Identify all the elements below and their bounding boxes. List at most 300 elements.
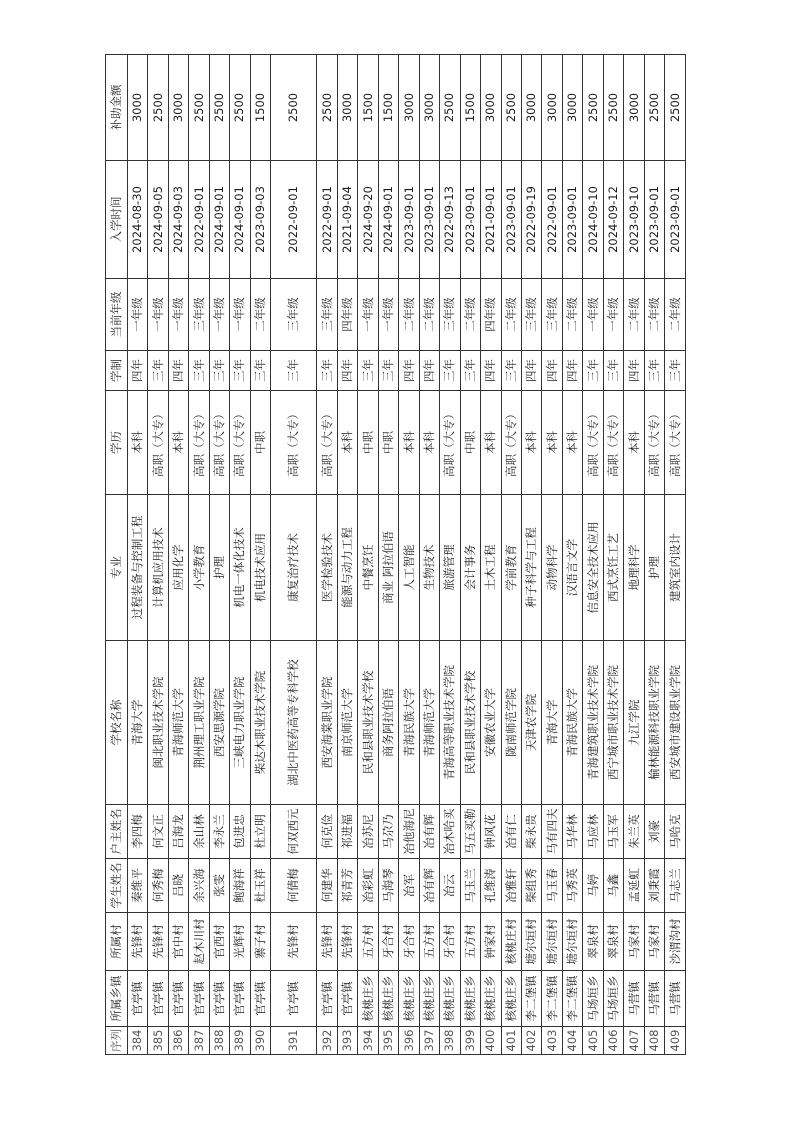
cell-township: 官亭镇 [209,971,229,1027]
cell-major: 西式烹饪工艺 [603,495,623,641]
cell-township: 核桃庄乡 [481,971,501,1027]
cell-student-name: 马玉兰 [460,859,480,913]
cell-subsidy-amount: 2500 [501,55,521,161]
table-row [460,55,480,1055]
cell-village: 塘尔垣村 [542,913,562,971]
cell-village: 牙合村 [399,913,419,971]
cell-major: 护理 [209,495,229,641]
subsidy-table [105,54,686,1055]
header-seq: 序列 [106,1027,128,1055]
cell-major: 计算机应用技术 [148,495,168,641]
cell-school-name: 湖北中医药高等专科学校 [271,641,317,805]
table-row [665,55,686,1055]
cell-enroll-date: 2024-08-30 [128,161,148,279]
header-duration: 学制 [106,351,128,391]
header-head-name: 户主姓名 [106,805,128,859]
header-grade: 当前年级 [106,279,128,351]
table-row [378,55,398,1055]
cell-school-name: 闽北职业技术学院 [148,641,168,805]
cell-duration: 三年 [665,351,686,391]
cell-township: 官亭镇 [230,971,250,1027]
cell-head-name: 马玉军 [603,805,623,859]
cell-township: 核桃庄乡 [460,971,480,1027]
cell-village: 塘尔垣村 [522,913,542,971]
cell-subsidy-amount: 3000 [542,55,562,161]
cell-duration: 四年 [419,351,439,391]
cell-subsidy-amount: 3000 [522,55,542,161]
cell-duration: 三年 [271,351,317,391]
cell-school-name: 九江学院 [624,641,644,805]
cell-student-name: 马秀英 [562,859,582,913]
cell-school-name: 西安城市建设职业学院 [665,641,686,805]
cell-education: 高职（大专） [583,391,603,495]
cell-seq: 387 [189,1027,209,1055]
cell-school-name: 柴达木职业技术学院 [250,641,270,805]
cell-school-name: 青海民族大学 [399,641,419,805]
cell-enroll-date: 2022-09-01 [189,161,209,279]
cell-subsidy-amount: 2500 [189,55,209,161]
cell-school-name: 西安思源学院 [209,641,229,805]
cell-village: 马家村 [624,913,644,971]
cell-major: 汉语言文学 [562,495,582,641]
cell-grade: 一年级 [230,279,250,351]
cell-education: 中职 [250,391,270,495]
cell-head-name: 马应林 [583,805,603,859]
table-row [209,55,229,1055]
cell-grade: 二年级 [624,279,644,351]
header-student-name: 学生姓名 [106,859,128,913]
table-row [317,55,337,1055]
cell-major: 建筑室内设计 [665,495,686,641]
cell-school-name: 青海民族大学 [562,641,582,805]
cell-subsidy-amount: 2500 [148,55,168,161]
cell-school-name: 青海大学 [542,641,562,805]
cell-head-name: 李四梅 [128,805,148,859]
cell-school-name: 青海师范大学 [168,641,188,805]
cell-education: 高职（大专） [440,391,460,495]
cell-duration: 三年 [603,351,623,391]
table-row [419,55,439,1055]
cell-seq: 390 [250,1027,270,1055]
cell-enroll-date: 2023-09-03 [250,161,270,279]
cell-duration: 三年 [440,351,460,391]
cell-enroll-date: 2021-09-01 [481,161,501,279]
cell-student-name: 何建华 [317,859,337,913]
cell-subsidy-amount: 3000 [481,55,501,161]
table-row [358,55,378,1055]
cell-major: 医学检验技术 [317,495,337,641]
cell-subsidy-amount: 2500 [209,55,229,161]
cell-head-name: 何克俭 [317,805,337,859]
cell-head-name: 冶苏尼 [358,805,378,859]
cell-grade: 四年级 [481,279,501,351]
cell-enroll-date: 2023-09-01 [562,161,582,279]
cell-enroll-date: 2024-09-03 [168,161,188,279]
cell-seq: 399 [460,1027,480,1055]
cell-major: 学前教育 [501,495,521,641]
table-row [230,55,250,1055]
cell-enroll-date: 2021-09-04 [337,161,357,279]
cell-subsidy-amount: 3000 [337,55,357,161]
cell-grade: 二年级 [501,279,521,351]
cell-village: 翠泉村 [583,913,603,971]
cell-major: 旅游管理 [440,495,460,641]
cell-township: 核桃庄乡 [399,971,419,1027]
cell-student-name: 马婷 [583,859,603,913]
cell-student-name: 杜玉祥 [250,859,270,913]
cell-village: 寨子村 [250,913,270,971]
cell-grade: 二年级 [460,279,480,351]
cell-seq: 408 [644,1027,664,1055]
cell-subsidy-amount: 3000 [399,55,419,161]
cell-seq: 401 [501,1027,521,1055]
cell-grade: 一年级 [128,279,148,351]
cell-duration: 四年 [481,351,501,391]
cell-head-name: 包进忠 [230,805,250,859]
header-enroll-date: 入学时间 [106,161,128,279]
table-row [189,55,209,1055]
cell-education: 本科 [481,391,501,495]
cell-grade: 三年级 [522,279,542,351]
table-row [542,55,562,1055]
cell-enroll-date: 2024-09-10 [583,161,603,279]
cell-school-name: 西安海棠职业学院 [317,641,337,805]
cell-head-name: 冶有仁 [501,805,521,859]
cell-grade: 三年级 [542,279,562,351]
cell-township: 官亭镇 [148,971,168,1027]
cell-student-name: 何倩梅 [271,859,317,913]
cell-major: 土木工程 [481,495,501,641]
cell-seq: 404 [562,1027,582,1055]
cell-education: 高职（大专） [317,391,337,495]
cell-village: 先锋村 [317,913,337,971]
cell-head-name: 吕海龙 [168,805,188,859]
cell-major: 会计事务 [460,495,480,641]
cell-township: 官亭镇 [250,971,270,1027]
cell-subsidy-amount: 3000 [624,55,644,161]
cell-student-name: 冶云 [440,859,460,913]
cell-seq: 400 [481,1027,501,1055]
cell-enroll-date: 2022-09-01 [317,161,337,279]
cell-student-name: 张雯 [209,859,229,913]
cell-education: 高职（大专） [665,391,686,495]
cell-major: 小学教育 [189,495,209,641]
table-row [148,55,168,1055]
table-row [168,55,188,1055]
cell-head-name: 马华林 [562,805,582,859]
cell-village: 五方村 [419,913,439,971]
table-row [128,55,148,1055]
cell-student-name: 马志兰 [665,859,686,913]
cell-school-name: 青海高等职业技术学院 [440,641,460,805]
cell-enroll-date: 2022-09-19 [522,161,542,279]
cell-head-name: 何双西元 [271,805,317,859]
cell-village: 马家村 [644,913,664,971]
cell-grade: 一年级 [168,279,188,351]
cell-subsidy-amount: 2500 [644,55,664,161]
cell-seq: 391 [271,1027,317,1055]
cell-village: 牙合村 [440,913,460,971]
cell-subsidy-amount: 1500 [358,55,378,161]
cell-school-name: 民和县职业技术学校 [460,641,480,805]
cell-enroll-date: 2024-09-01 [378,161,398,279]
cell-township: 马营镇 [624,971,644,1027]
cell-seq: 393 [337,1027,357,1055]
table-row [440,55,460,1055]
cell-major: 护理 [644,495,664,641]
cell-school-name: 西宁城市职业技术学院 [603,641,623,805]
table-row [481,55,501,1055]
cell-seq: 389 [230,1027,250,1055]
cell-enroll-date: 2022-09-01 [542,161,562,279]
cell-head-name: 马有四夫 [542,805,562,859]
cell-education: 高职（大专） [230,391,250,495]
cell-student-name: 马玉春 [542,859,562,913]
cell-village: 先锋村 [128,913,148,971]
cell-subsidy-amount: 2500 [230,55,250,161]
cell-enroll-date: 2023-09-01 [399,161,419,279]
cell-township: 核桃庄乡 [378,971,398,1027]
cell-enroll-date: 2024-09-05 [148,161,168,279]
cell-education: 本科 [624,391,644,495]
cell-duration: 三年 [148,351,168,391]
cell-student-name: 马鑫 [603,859,623,913]
cell-grade: 二年级 [419,279,439,351]
cell-major: 商业 阿拉伯语 [378,495,398,641]
cell-student-name: 冶军 [399,859,419,913]
cell-grade: 一年级 [583,279,603,351]
cell-township: 李二堡镇 [562,971,582,1027]
cell-grade: 二年级 [562,279,582,351]
cell-duration: 三年 [358,351,378,391]
cell-major: 机电技术应用 [250,495,270,641]
cell-school-name: 商务阿拉伯语 [378,641,398,805]
cell-student-name: 祁青芳 [337,859,357,913]
cell-duration: 四年 [399,351,419,391]
cell-subsidy-amount: 3000 [562,55,582,161]
cell-duration: 三年 [250,351,270,391]
cell-township: 马场垣乡 [583,971,603,1027]
cell-head-name: 马哈克 [665,805,686,859]
cell-grade: 三年级 [440,279,460,351]
cell-head-name: 李永兰 [209,805,229,859]
cell-grade: 三年级 [271,279,317,351]
cell-seq: 407 [624,1027,644,1055]
table-row [501,55,521,1055]
cell-village: 核桃庄村 [501,913,521,971]
cell-village: 五方村 [358,913,378,971]
cell-subsidy-amount: 2500 [583,55,603,161]
cell-seq: 406 [603,1027,623,1055]
cell-duration: 四年 [624,351,644,391]
table-row [644,55,664,1055]
cell-village: 翠泉村 [603,913,623,971]
cell-student-name: 孔维涛 [481,859,501,913]
cell-major: 中餐烹饪 [358,495,378,641]
cell-school-name: 榆林能源科技职业学院 [644,641,664,805]
cell-duration: 三年 [460,351,480,391]
cell-education: 中职 [460,391,480,495]
cell-township: 核桃庄乡 [501,971,521,1027]
cell-student-name: 刘秉霞 [644,859,664,913]
cell-head-name: 余山林 [189,805,209,859]
cell-village: 先锋村 [148,913,168,971]
cell-seq: 402 [522,1027,542,1055]
cell-township: 官亭镇 [189,971,209,1027]
cell-head-name: 祁进福 [337,805,357,859]
cell-village: 牙合村 [378,913,398,971]
cell-township: 核桃庄乡 [419,971,439,1027]
cell-enroll-date: 2024-09-20 [358,161,378,279]
header-township: 所属乡镇 [106,971,128,1027]
cell-duration: 四年 [522,351,542,391]
cell-enroll-date: 2023-09-01 [501,161,521,279]
cell-village: 官西村 [209,913,229,971]
cell-grade: 一年级 [358,279,378,351]
cell-school-name: 青海师范大学 [419,641,439,805]
table-row [562,55,582,1055]
cell-township: 官亭镇 [128,971,148,1027]
table-row [624,55,644,1055]
cell-village: 沙渭沟村 [665,913,686,971]
cell-school-name: 青海建筑职业技术学院 [583,641,603,805]
cell-enroll-date: 2023-09-01 [460,161,480,279]
cell-township: 李二堡镇 [522,971,542,1027]
cell-enroll-date: 2022-09-01 [271,161,317,279]
table-header-row [106,55,128,1055]
cell-subsidy-amount: 3000 [168,55,188,161]
header-school-name: 学校名称 [106,641,128,805]
cell-subsidy-amount: 2500 [603,55,623,161]
cell-major: 种子科学与工程 [522,495,542,641]
cell-duration: 四年 [128,351,148,391]
cell-enroll-date: 2023-09-01 [419,161,439,279]
cell-school-name: 三峡电力职业学院 [230,641,250,805]
cell-village: 塘尔垣村 [562,913,582,971]
cell-education: 高职（大专） [209,391,229,495]
cell-duration: 三年 [209,351,229,391]
cell-subsidy-amount: 1500 [460,55,480,161]
cell-township: 马营镇 [644,971,664,1027]
cell-subsidy-amount: 2500 [271,55,317,161]
header-subsidy-amount: 补助金额 [106,55,128,161]
cell-education: 本科 [419,391,439,495]
cell-township: 马场垣乡 [603,971,623,1027]
cell-seq: 395 [378,1027,398,1055]
cell-head-name: 冶木哈买 [440,805,460,859]
cell-seq: 409 [665,1027,686,1055]
cell-subsidy-amount: 2500 [665,55,686,161]
cell-seq: 394 [358,1027,378,1055]
cell-grade: 一年级 [148,279,168,351]
table-row [337,55,357,1055]
cell-enroll-date: 2024-09-12 [603,161,623,279]
cell-education: 本科 [168,391,188,495]
cell-education: 本科 [562,391,582,495]
cell-township: 核桃庄乡 [358,971,378,1027]
cell-duration: 四年 [542,351,562,391]
cell-duration: 四年 [337,351,357,391]
cell-township: 核桃庄乡 [440,971,460,1027]
cell-education: 本科 [337,391,357,495]
cell-student-name: 鲍海祥 [230,859,250,913]
cell-enroll-date: 2023-09-10 [624,161,644,279]
cell-school-name: 青海大学 [128,641,148,805]
cell-major: 能源与动力工程 [337,495,357,641]
cell-duration: 三年 [644,351,664,391]
rotated-page [105,55,686,1055]
cell-major: 过程装备与控制工程 [128,495,148,641]
cell-student-name: 冶彩虹 [358,859,378,913]
cell-school-name: 南京师范大学 [337,641,357,805]
cell-township: 马营镇 [665,971,686,1027]
header-major: 专业 [106,495,128,641]
cell-subsidy-amount: 3000 [128,55,148,161]
cell-township: 官亭镇 [317,971,337,1027]
cell-seq: 384 [128,1027,148,1055]
cell-subsidy-amount: 3000 [419,55,439,161]
cell-village: 先锋村 [337,913,357,971]
cell-seq: 388 [209,1027,229,1055]
cell-grade: 一年级 [603,279,623,351]
cell-education: 高职（大专） [189,391,209,495]
cell-major: 机电一体化技术 [230,495,250,641]
cell-major: 信息安全技术应用 [583,495,603,641]
cell-seq: 396 [399,1027,419,1055]
cell-subsidy-amount: 2500 [440,55,460,161]
cell-major: 生物技术 [419,495,439,641]
cell-education: 高职（大专） [148,391,168,495]
cell-school-name: 天津农学院 [522,641,542,805]
cell-township: 官亭镇 [337,971,357,1027]
cell-education: 高职（大专） [644,391,664,495]
cell-seq: 398 [440,1027,460,1055]
cell-education: 中职 [358,391,378,495]
cell-subsidy-amount: 2500 [317,55,337,161]
cell-grade: 四年级 [337,279,357,351]
cell-major: 动物科学 [542,495,562,641]
cell-head-name: 马五买勒 [460,805,480,859]
cell-grade: 三年级 [317,279,337,351]
cell-duration: 四年 [562,351,582,391]
table-row [250,55,270,1055]
cell-duration: 三年 [501,351,521,391]
cell-enroll-date: 2024-09-01 [230,161,250,279]
cell-subsidy-amount: 1500 [378,55,398,161]
cell-head-name: 何文正 [148,805,168,859]
cell-major: 应用化学 [168,495,188,641]
cell-duration: 三年 [230,351,250,391]
table-row [603,55,623,1055]
cell-education: 高职（大专） [501,391,521,495]
cell-village: 赵木川村 [189,913,209,971]
cell-education: 本科 [542,391,562,495]
cell-student-name: 孟延虹 [624,859,644,913]
cell-school-name: 民和县职业技术学校 [358,641,378,805]
cell-education: 本科 [522,391,542,495]
cell-enroll-date: 2023-09-01 [644,161,664,279]
cell-village: 先锋村 [271,913,317,971]
cell-head-name: 朱兰英 [624,805,644,859]
cell-student-name: 马海琴 [378,859,398,913]
cell-education: 高职（大专） [603,391,623,495]
table-row [271,55,317,1055]
cell-duration: 三年 [317,351,337,391]
header-education: 学历 [106,391,128,495]
cell-grade: 一年级 [209,279,229,351]
cell-township: 官亭镇 [271,971,317,1027]
cell-duration: 三年 [378,351,398,391]
